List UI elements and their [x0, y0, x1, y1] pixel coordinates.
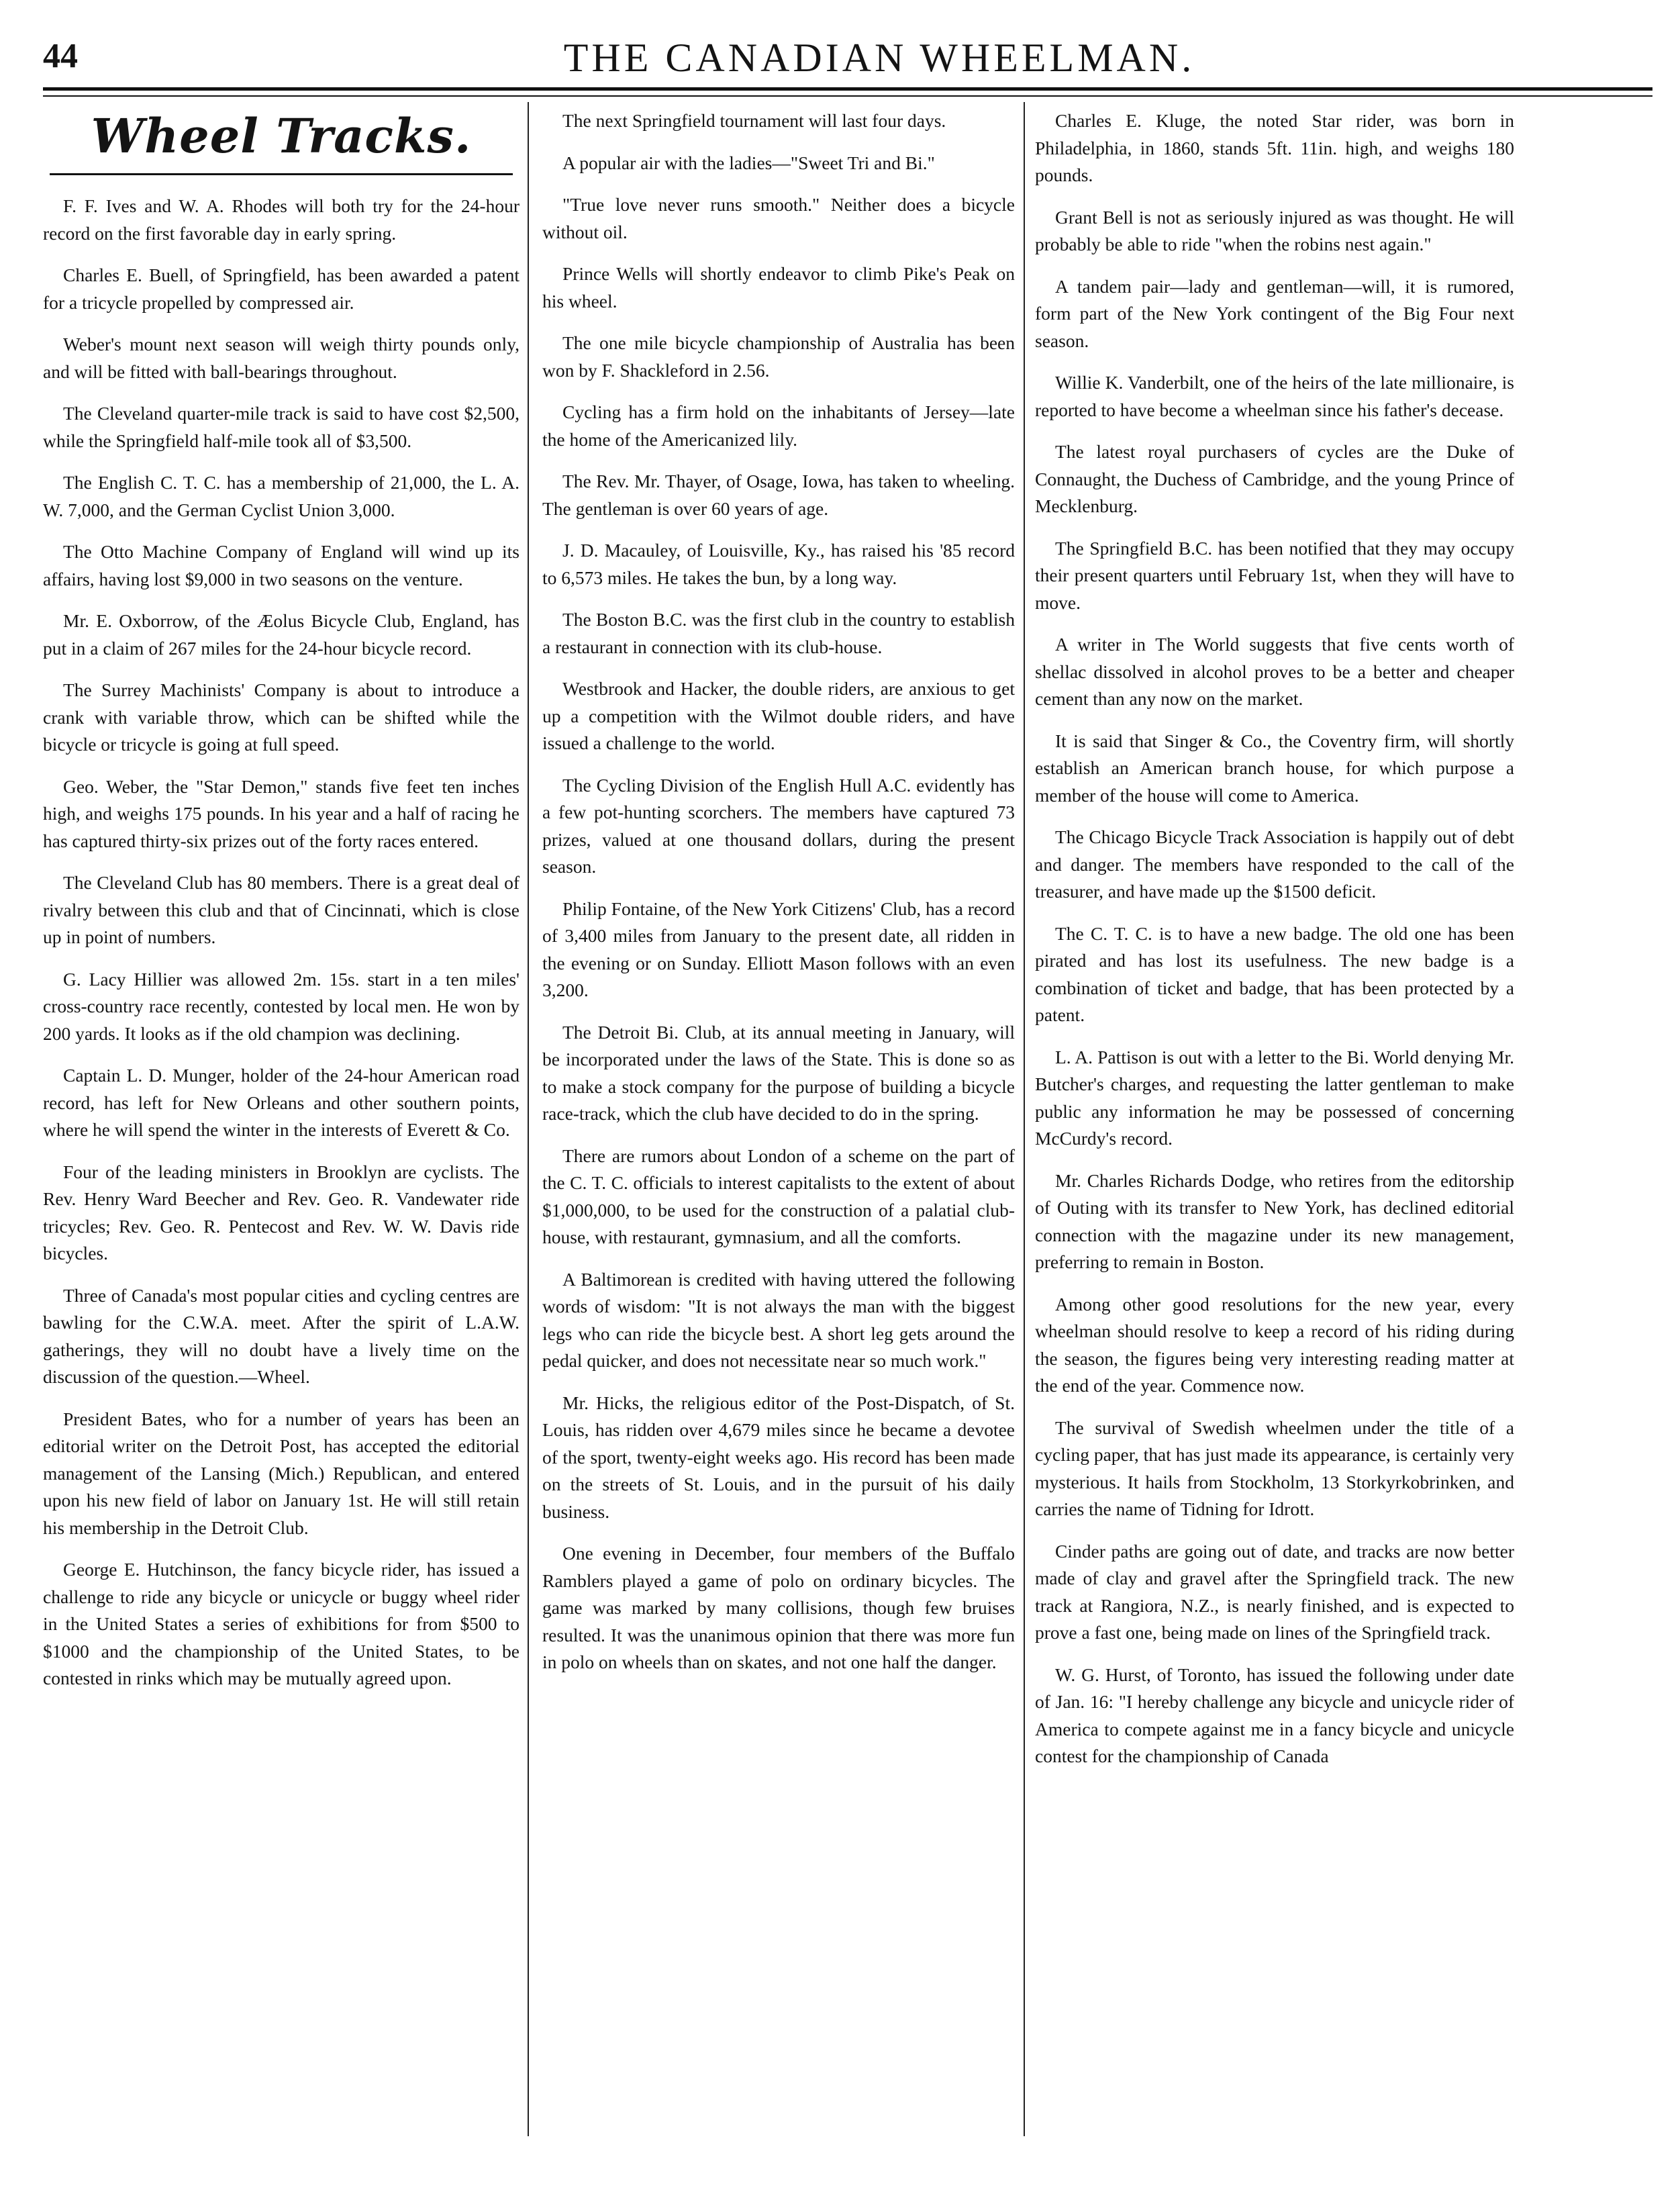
news-item: Willie K. Vanderbilt, one of the heirs of the late millionaire, is reported to have become a wheelman since his father's decease. [1035, 372, 1514, 420]
news-item: W. G. Hurst, of Toronto, has issued the following under date of Jan. 16: "I hereby challenge any bicycle and unicycle rider of America to compete against me in a fancy bicycle and unicycle contest for the championship of Canada [1035, 1664, 1514, 1766]
header-rule-thick [43, 87, 1652, 91]
section-title-rule [50, 173, 513, 175]
news-item: The survival of Swedish wheelmen under the title of a cycling paper, that has just made its appearance, is certainly very mysterious. It hails from Stockholm, 13 Storkyrkobrinken, and carries the name of Tidning for Idrott. [1035, 1417, 1514, 1519]
news-item: Four of the leading ministers in Brooklyn are cyclists. The Rev. Henry Ward Beecher and Rev. Geo. R. Vandewater ride tricycles; Rev. Geo. R. Pentecost and Rev. W. W. Davis ride bicycles. [43, 1161, 520, 1263]
column-1 [43, 107, 520, 1707]
running-head: THE CANADIAN WHEELMAN. [563, 36, 1195, 80]
section-title: Wheel Tracks. [91, 108, 472, 164]
news-item: Grant Bell is not as seriously injured as was thought. He will probably be able to ride "when the robins nest again." [1035, 206, 1514, 254]
news-item: Mr. Charles Richards Dodge, who retires from the editorship of Outing with its transfer to New York, has declined editorial connection with the magazine under its new management, preferring to remain in Boston. [1035, 1169, 1514, 1272]
news-item: Cycling has a firm hold on the inhabitants of Jersey—late the home of the Americanized lily. [542, 401, 1015, 450]
column-2-items [542, 107, 1015, 1676]
news-item: The Cleveland quarter-mile track is said to have cost $2,500, while the Springfield half-mile took all of $3,500. [43, 403, 520, 451]
news-item: Charles E. Kluge, the noted Star rider, was born in Philadelphia, in 1860, stands 5ft. 11in. high, and weighs 180 pounds. [1035, 110, 1514, 185]
news-item: The next Springfield tournament will last four days. [562, 110, 946, 131]
news-item: Among other good resolutions for the new year, every wheelman should resolve to keep a record of his riding during the season, the figures being very interesting reading matter at the end of the year. Commence now. [1035, 1293, 1514, 1396]
news-item: Mr. E. Oxborrow, of the Æolus Bicycle Club, England, has put in a claim of 267 miles for the 24-hour bicycle record. [43, 610, 520, 659]
column-3-items [1035, 107, 1514, 1770]
news-item: The Cleveland Club has 80 members. There is a great deal of rivalry between this club and that of Cincinnati, which is close up in point of numbers. [43, 872, 520, 947]
header-rule-thin [43, 95, 1652, 97]
news-item: Westbrook and Hacker, the double riders, are anxious to get up a competition with the Wilmot double riders, and have issued a challenge to the world. [542, 678, 1015, 753]
news-item: There are rumors about London of a scheme on the part of the C. T. C. officials to interest capitalists to the extent of about $1,000,000, to be used for the construction of a palatial club-house, with restaurant, gymnasium, and all the comforts. [542, 1145, 1015, 1247]
news-item: The Otto Machine Company of England will wind up its affairs, having lost $9,000 in two seasons on the venture. [43, 541, 520, 589]
news-item: The Surrey Machinists' Company is about to introduce a crank with variable throw, which can be shifted while the bicycle or tricycle is going at full speed. [43, 679, 520, 755]
news-item: A tandem pair—lady and gentleman—will, it is rumored, form part of the New York contingent of the Big Four next season. [1035, 275, 1514, 351]
news-item: Weber's mount next season will weigh thirty pounds only, and will be fitted with ball-bearings throughout. [43, 334, 520, 382]
column-1-items [43, 193, 520, 1692]
column-3 [1035, 107, 1514, 1785]
column-divider [1024, 102, 1025, 2136]
news-item: The English C. T. C. has a membership of 21,000, the L. A. W. 7,000, and the German Cyclist Union 3,000. [43, 472, 520, 520]
news-item: A Baltimorean is credited with having uttered the following words of wisdom: "It is not always the man with the biggest legs who can ride the bicycle best. A short leg gets around the pedal quicker, and does not necessitate near so much work." [542, 1268, 1015, 1371]
news-item: The Springfield B.C. has been notified that they may occupy their present quarters until February 1st, when they will have to move. [1035, 537, 1514, 613]
news-item: Prince Wells will shortly endeavor to climb Pike's Peak on his wheel. [542, 263, 1015, 312]
news-item: Philip Fontaine, of the New York Citizens' Club, has a record of 3,400 miles from January to the present date, all ridden in the evening or on Sunday. Elliott Mason follows with an even 3,200. [542, 898, 1015, 1000]
news-item: One evening in December, four members of the Buffalo Ramblers played a game of polo on ordinary bicycles. The game was marked by many collisions, though few bruises resulted. It was the unanimous opinion that there was more fun in polo on wheels than on skates, and not one half the danger. [542, 1543, 1015, 1672]
column-2 [542, 107, 1015, 1691]
news-item: A popular air with the ladies—"Sweet Tri and Bi." [562, 152, 935, 173]
news-item: Three of Canada's most popular cities and cycling centres are bawling for the C.W.A. meet. After the spirit of L.A.W. gatherings, they will no doubt have a lively time on the discussion of the question.—Wheel. [43, 1284, 520, 1387]
news-item: "True love never runs smooth." Neither does a bicycle without oil. [542, 194, 1015, 242]
news-item: The Cycling Division of the English Hull A.C. evidently has a few pot-hunting scorchers. The members have captured 73 prizes, valued at one thousand dollars, during the present season. [542, 774, 1015, 877]
news-item: Charles E. Buell, of Springfield, has been awarded a patent for a tricycle propelled by compressed air. [43, 265, 520, 313]
news-item: The latest royal purchasers of cycles are the Duke of Connaught, the Duchess of Cambridge, and the young Prince of Mecklenburg. [1035, 441, 1514, 516]
news-item: A writer in The World suggests that five cents worth of shellac dissolved in alcohol proves to be a better and cheaper cement than any now on the market. [1035, 634, 1514, 709]
news-item: The one mile bicycle championship of Australia has been won by F. Shackleford in 2.56. [542, 332, 1015, 381]
news-item: The Chicago Bicycle Track Association is happily out of debt and danger. The members have responded to the call of the treasurer, and have made up the $1500 deficit. [1035, 826, 1514, 902]
news-item: L. A. Pattison is out with a letter to the Bi. World denying Mr. Butcher's charges, and requesting the latter gentleman to make public any information he may be possessed of concerning McCurdy's record. [1035, 1046, 1514, 1149]
news-item: Cinder paths are going out of date, and tracks are now better made of clay and gravel after the Springfield track. The new track at Rangiora, N.Z., is nearly finished, and is expected to prove a fast one, being made on lines of the Springfield track. [1035, 1540, 1514, 1643]
news-item: G. Lacy Hillier was allowed 2m. 15s. start in a ten miles' cross-country race recently, contested by local men. He won by 200 yards. It looks as if the old champion was declining. [43, 968, 520, 1044]
news-item: The Detroit Bi. Club, at its annual meeting in January, will be incorporated under the laws of the State. This is done so as to make a stock company for the purpose of building a bicycle race-track, which the club have decided to do in the spring. [542, 1021, 1015, 1124]
news-item: Geo. Weber, the "Star Demon," stands five feet ten inches high, and weighs 175 pounds. In his year and a half of racing he has captured thirty-six prizes out of the forty races entered. [43, 775, 520, 851]
news-item: Captain L. D. Munger, holder of the 24-hour American road record, has left for New Orleans and other southern points, where he will spend the winter in the interests of Everett & Co. [43, 1065, 520, 1140]
news-item: Mr. Hicks, the religious editor of the Post-Dispatch, of St. Louis, has ridden over 4,679 miles since he became a devotee of the sport, twenty-eight weeks ago. His record has been made on the streets of St. Louis, and in the pursuit of his daily business. [542, 1392, 1015, 1522]
news-item: President Bates, who for a number of years has been an editorial writer on the Detroit Post, has accepted the editorial management of the Lansing (Mich.) Republican, and entered upon his new field of labor on January 1st. He will still retain his membership in the Detroit Club. [43, 1408, 520, 1538]
news-item: The Boston B.C. was the first club in the country to establish a restaurant in connection with its club-house. [542, 609, 1015, 657]
news-item: J. D. Macauley, of Louisville, Ky., has raised his '85 record to 6,573 miles. He takes the bun, by a long way. [542, 540, 1015, 588]
news-item: F. F. Ives and W. A. Rhodes will both try for the 24-hour record on the first favorable day in early spring. [43, 195, 520, 244]
news-item: It is said that Singer & Co., the Coventry firm, will shortly establish an American branch house, for which purpose a member of the house will come to America. [1035, 730, 1514, 806]
news-item: The C. T. C. is to have a new badge. The old one has been pirated and has lost its usefulness. The new badge is a combination of ticket and badge, that has been protected by a patent. [1035, 922, 1514, 1025]
column-divider [528, 102, 529, 2136]
news-item: George E. Hutchinson, the fancy bicycle rider, has issued a challenge to ride any bicycle or unicycle or buggy wheel rider in the United States a series of exhibitions for from $500 to $1000 and the championship of the United States, to be contested in rinks which may be mutually agreed upon. [43, 1559, 520, 1688]
page-number: 44 [43, 37, 78, 75]
news-item: The Rev. Mr. Thayer, of Osage, Iowa, has taken to wheeling. The gentleman is over 60 years of age. [542, 471, 1015, 519]
